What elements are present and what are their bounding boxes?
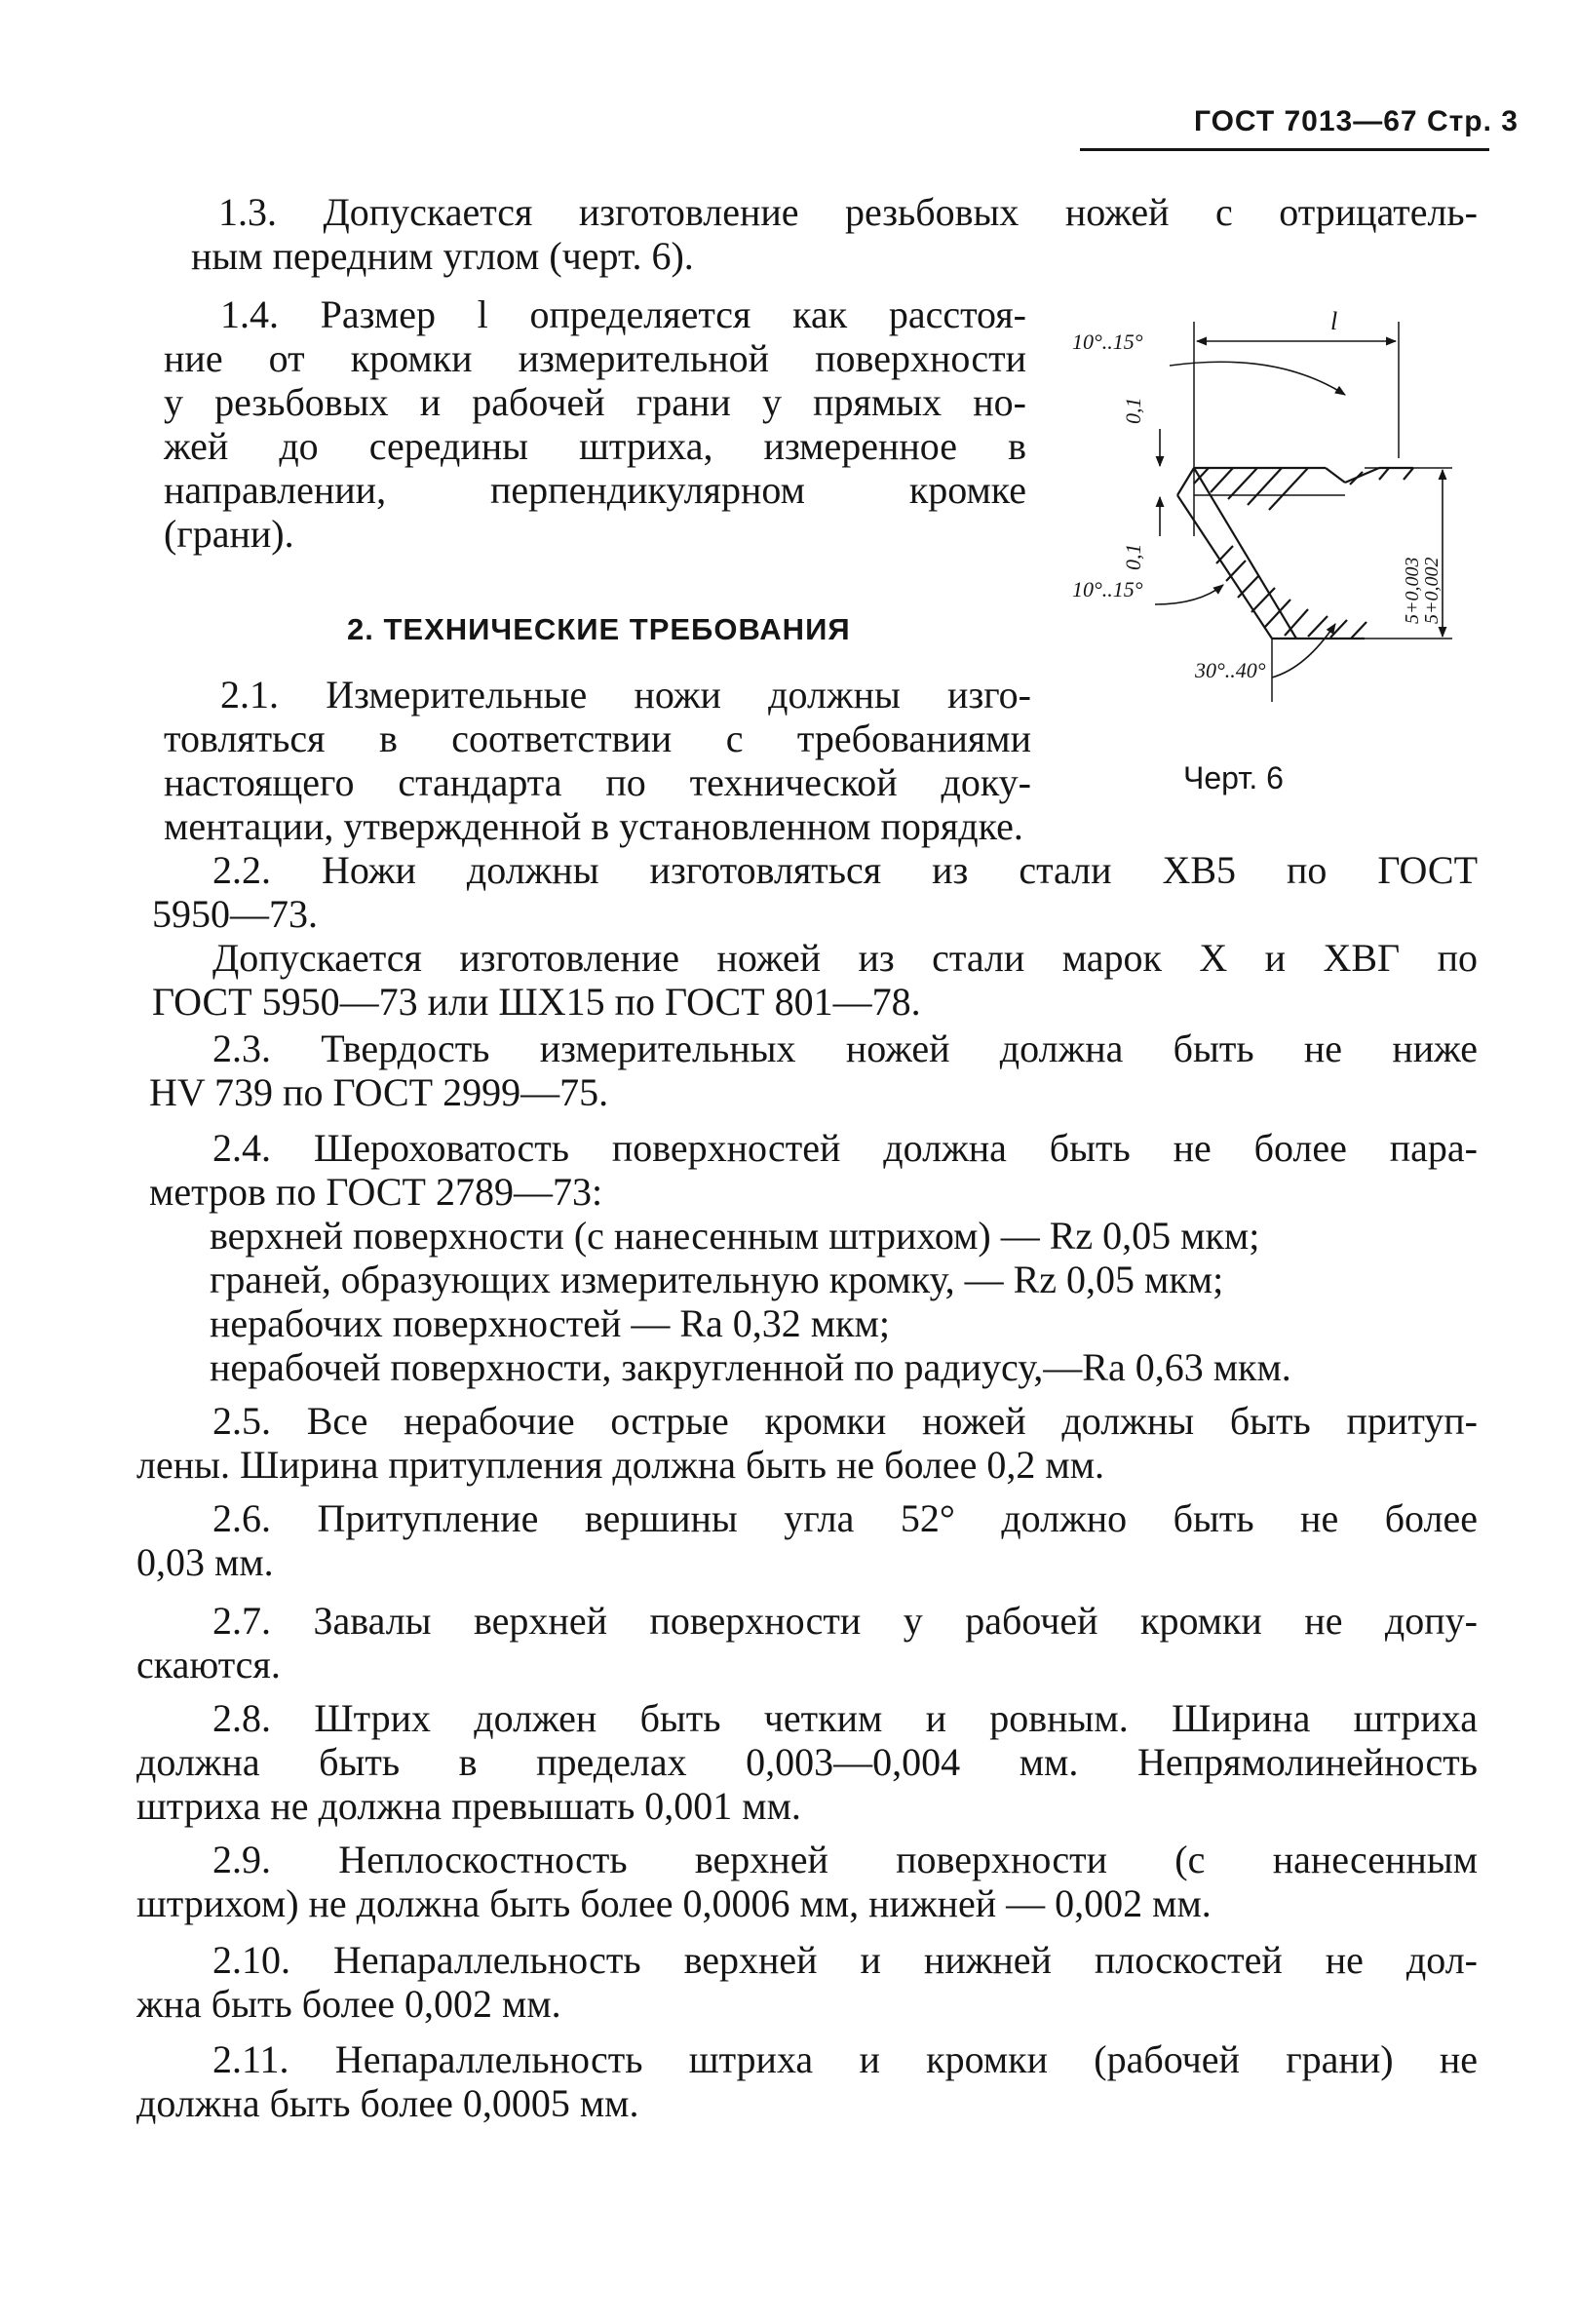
roughness-list xyxy=(210,1214,1477,1389)
paragraph-line: 2.9. Неплоскостность верхней поверхности (с нанесенным xyxy=(212,1838,1478,1881)
paragraph-2-1-end xyxy=(164,804,1236,848)
paragraph-line: жна быть более 0,002 мм. xyxy=(136,1982,561,2026)
page-number: Стр. 3 xyxy=(1426,105,1519,137)
paragraph-line: (грани). xyxy=(164,512,294,556)
paragraph-line: метров по ГОСТ 2789—73: xyxy=(149,1170,603,1214)
section-heading: 2. ТЕХНИЧЕСКИЕ ТРЕБОВАНИЯ xyxy=(347,612,851,646)
figure-caption: Черт. 6 xyxy=(1183,760,1284,795)
angle-bottom-label: 10°..15° xyxy=(1072,577,1143,601)
roughness-item-rounded: нерабочей поверхности, закругленной по радиусу,—Ra 0,63 мкм. xyxy=(210,1345,1291,1389)
paragraph-line: жей до середины штриха, измеренное в xyxy=(164,424,1026,468)
paragraph-line: у резьбовых и рабочей грани у прямых но- xyxy=(164,380,1026,424)
paragraph-line: 5950—73. xyxy=(152,892,318,936)
page-header xyxy=(1090,105,1519,138)
paragraph-line: лены. Ширина притупления должна быть не более 0,2 мм. xyxy=(136,1443,1105,1487)
roughness-item-nonworking: нерабочих поверхностей — Ra 0,32 мкм; xyxy=(210,1301,890,1345)
paragraph-line: 2.5. Все нерабочие острые кромки ножей должны быть притуп- xyxy=(212,1399,1478,1443)
height-tolerance-1: 5+0,003 xyxy=(1402,557,1423,624)
paragraph-line: настоящего стандарта по технической доку- xyxy=(164,760,1031,804)
paragraph-line: должна быть более 0,0005 мм. xyxy=(136,2081,639,2125)
roughness-item-edge-faces: граней, образующих измерительную кромку, — Rz 0,05 мкм; xyxy=(210,1258,1224,1301)
paragraph-line: 2.6. Притупление вершины угла 52° должно быть не более xyxy=(212,1496,1478,1540)
paragraph-1-4 xyxy=(164,292,1026,556)
paragraph-line: 2.2. Ножи должны изготовляться из стали ХВ5 по ГОСТ xyxy=(212,848,1478,892)
paragraph-line: ным передним углом (черт. 6). xyxy=(191,234,694,278)
paragraph-line: 2.3. Твердость измерительных ножей должна быть не ниже xyxy=(212,1026,1478,1070)
height-tolerance-2: 5+0,002 xyxy=(1421,557,1443,624)
paragraph-line: штриха не должна превышать 0,001 мм. xyxy=(136,1784,801,1828)
paragraph-line: направлении, перпендикулярном кромке xyxy=(164,468,1026,512)
standard-number: ГОСТ 7013—67 xyxy=(1193,105,1418,137)
paragraph-2-5 xyxy=(136,1399,1478,1487)
paragraph-2-6 xyxy=(136,1496,1478,1584)
paragraph-1-3 xyxy=(191,190,1478,278)
paragraph-line: 0,03 мм. xyxy=(136,1540,274,1584)
angle-top-label: 10°..15° xyxy=(1072,329,1143,354)
paragraph-2-2b xyxy=(152,936,1478,1024)
paragraph-2-2 xyxy=(152,848,1478,936)
dimension-0-1-bottom: 0,1 xyxy=(1121,543,1145,570)
paragraph-2-8 xyxy=(136,1696,1478,1828)
paragraph-line: 1.3. Допускается изготовление резьбовых ножей с отрицатель- xyxy=(218,190,1478,234)
paragraph-line: товляться в соответствии с требованиями xyxy=(164,717,1031,760)
paragraph-2-1 xyxy=(164,673,1031,804)
paragraph-line: должна быть в пределах 0,003—0,004 мм. Непрямолинейность xyxy=(136,1740,1478,1784)
header-rule xyxy=(1080,148,1489,151)
paragraph-line: Допускается изготовление ножей из стали марок Х и ХВГ по xyxy=(212,936,1478,980)
paragraph-line: ментации, утвержденной в установленном порядке. xyxy=(164,804,1023,848)
paragraph-2-7 xyxy=(136,1599,1478,1686)
paragraph-2-3 xyxy=(149,1026,1478,1114)
dimension-l: l xyxy=(1330,307,1338,335)
paragraph-2-4 xyxy=(149,1126,1478,1214)
paragraph-line: HV 739 по ГОСТ 2999—75. xyxy=(149,1070,609,1114)
paragraph-2-9 xyxy=(136,1838,1478,1925)
figure-6-drawing xyxy=(1053,292,1462,712)
angle-30-40-label: 30°..40° xyxy=(1195,658,1266,682)
paragraph-line: ГОСТ 5950—73 или ШХ15 по ГОСТ 801—78. xyxy=(152,980,921,1024)
paragraph-line: 2.4. Шероховатость поверхностей должна быть не более пара- xyxy=(212,1126,1478,1170)
paragraph-2-10 xyxy=(136,1938,1478,2026)
paragraph-line: 2.11. Непараллельность штриха и кромки (рабочей грани) не xyxy=(212,2037,1478,2081)
paragraph-line: 2.1. Измерительные ножи должны изго- xyxy=(220,673,1031,717)
paragraph-line: 1.4. Размер l определяется как расстоя- xyxy=(220,292,1026,336)
roughness-item-top-surface: верхней поверхности (с нанесенным штрихом) — Rz 0,05 мкм; xyxy=(210,1214,1260,1258)
paragraph-2-11 xyxy=(136,2037,1478,2125)
paragraph-line: ние от кромки измерительной поверхности xyxy=(164,336,1026,380)
paragraph-line: скаются. xyxy=(136,1643,281,1686)
dimension-0-1-top: 0,1 xyxy=(1121,397,1145,424)
paragraph-line: 2.7. Завалы верхней поверхности у рабочей кромки не допу- xyxy=(212,1599,1478,1643)
paragraph-line: 2.8. Штрих должен быть четким и ровным. Ширина штриха xyxy=(212,1696,1478,1740)
paragraph-line: штрихом) не должна быть более 0,0006 мм, нижней — 0,002 мм. xyxy=(136,1881,1212,1925)
paragraph-line: 2.10. Непараллельность верхней и нижней плоскостей не дол- xyxy=(212,1938,1478,1982)
